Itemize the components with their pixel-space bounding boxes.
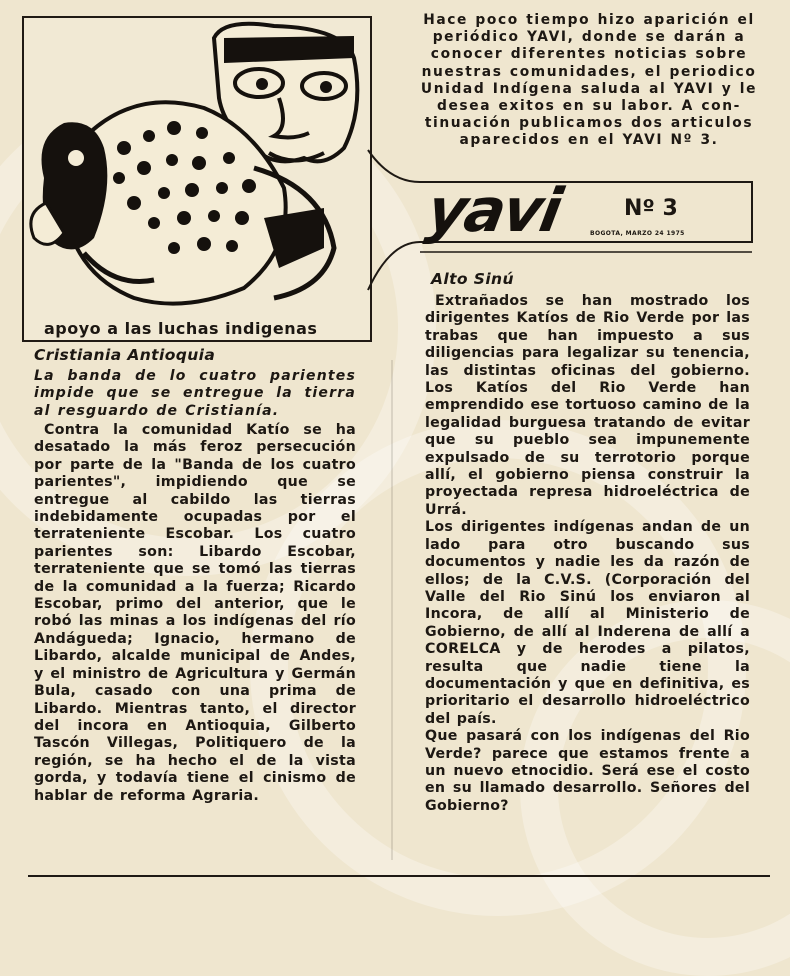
left-article-body: Contra la comunidad Katío se ha desatado la más feroz persecución por parte de la "Banda de los cuatro parientes", impidiendo que se entregue al cabildo las tierras indebidamente ocupadas por el terrateniente Escobar. Los cuatro parientes son: Libardo Escobar, terrateniente que se tomó las tierras de la comunidad a la fuerza; Ricardo Escobar, primo del anterior, que le robó las minas a los indígenas del río Andágueda; Ignacio, hermano de Libardo, alcalde municipal de Andes, y el ministro de Agricultura y Germán Bula, casado con una prima de Libardo. Mientras tanto, el director del incora en Antioquia, Gilberto Tascón Villegas, Politiquero de la región, se ha hecho el de la vista gorda, y todavía tiene el cinismo de hablar de reforma Agraria.	[34, 422, 356, 804]
indigenous-figures-illustration-icon	[24, 18, 370, 318]
yavi-logo: yavi	[421, 176, 566, 246]
right-article-body	[425, 293, 750, 815]
illustration-box	[22, 16, 372, 342]
right-article-paragraph: Que pasará con los indígenas del Rio Verde? parece que estamos frente a un nuevo etnocidio. Será ese el costo en su llamado desarrollo. Señores del Gobierno?	[425, 728, 750, 814]
dateline: BOGOTA, MARZO 24 1975	[590, 230, 685, 237]
right-article-paragraph: Los dirigentes indígenas andan de un lado para otro buscando sus documentos y nadie les da razón de ellos; de la C.V.S. (Corporación del Valle del Rio Sinú los enviaron al Incora, de allí al Ministerio de Gobierno, de allí al Inderena de allí a CORELCA y de herodes a pilatos, resulta que nadie tiene la documentación y que en definitiva, es prioritario el desarrollo hidroeléctrico del país.	[425, 519, 750, 727]
right-article-paragraph: Extrañados se han mostrado los dirigentes Katíos de Rio Verde por las trabas que han impuesto a sus diligencias para legalizar su tenencia, las distintas oficinas del gobierno. Los Katíos del Rio Verde han emprendido ese tortuoso camino de la legalidad burguesa tratando de evitar que su pueblo sea impunemente expulsado de su terrotorio porque allí, el gobierno piensa construir la proyectada represa hidroeléctrica de Urrá.	[425, 293, 750, 518]
intro-text: Hace poco tiempo hizo aparición el periódico YAVI, donde se darán a conocer diferentes noticias sobre nuestras comunidades, el periodico Unidad Indígena saluda al YAVI y le desea exitos en su labor. A con- tinuación publicamos dos articulos aparecidos en el YAVI Nº 3.	[420, 12, 758, 149]
illustration-caption: apoyo a las luchas indigenas	[44, 319, 318, 338]
left-article-lede: La banda de lo cuatro parientes impide que se entregue la tierra al resguardo de Cristianía.	[34, 368, 356, 419]
issue-number: Nº 3	[624, 196, 678, 221]
right-article-heading: Alto Sinú	[431, 270, 514, 288]
left-article-heading: Cristiania Antioquia	[34, 346, 216, 364]
yavi-masthead	[420, 176, 752, 252]
